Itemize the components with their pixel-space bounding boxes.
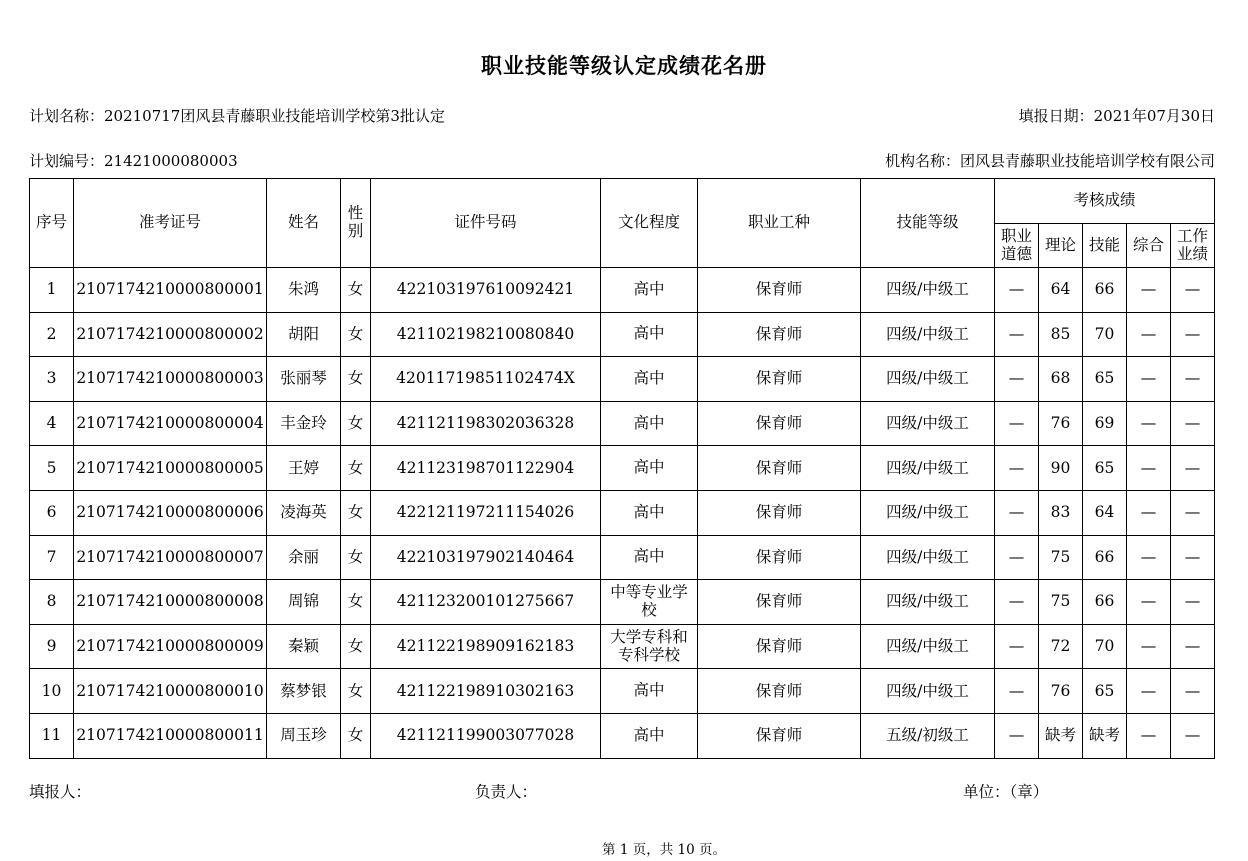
cell-exam-number: 2107174210000800007 <box>74 535 267 580</box>
cell-seq: 3 <box>30 357 74 402</box>
cell-ethics: — <box>995 490 1039 535</box>
cell-seq: 1 <box>30 268 74 313</box>
cell-gender: 女 <box>341 624 371 669</box>
cell-exam-number: 2107174210000800004 <box>74 401 267 446</box>
cell-id-number: 421121198302036328 <box>371 401 601 446</box>
cell-exam-number: 2107174210000800005 <box>74 446 267 491</box>
cell-gender: 女 <box>341 268 371 313</box>
cell-theory: 83 <box>1039 490 1083 535</box>
cell-name: 蔡梦银 <box>267 669 341 714</box>
cell-ethics: — <box>995 357 1039 402</box>
cell-skill-level: 四级/中级工 <box>861 669 995 714</box>
cell-name: 张丽琴 <box>267 357 341 402</box>
cell-occupation: 保育师 <box>698 713 861 758</box>
cell-performance: — <box>1171 312 1215 357</box>
cell-skill-level: 四级/中级工 <box>861 624 995 669</box>
cell-ethics: — <box>995 624 1039 669</box>
cell-ethics: — <box>995 268 1039 313</box>
cell-name: 余丽 <box>267 535 341 580</box>
cell-theory: 90 <box>1039 446 1083 491</box>
cell-occupation: 保育师 <box>698 312 861 357</box>
header-exam-number: 准考证号 <box>74 179 267 268</box>
cell-occupation: 保育师 <box>698 401 861 446</box>
cell-overall: — <box>1127 624 1171 669</box>
cell-skill-level: 四级/中级工 <box>861 580 995 625</box>
table-row <box>30 535 1215 580</box>
table-row <box>30 401 1215 446</box>
header-occupation: 职业工种 <box>698 179 861 268</box>
cell-gender: 女 <box>341 312 371 357</box>
header-scores: 考核成绩 <box>995 179 1215 224</box>
cell-occupation: 保育师 <box>698 624 861 669</box>
header-overall: 综合 <box>1127 224 1171 268</box>
header-skill: 技能 <box>1083 224 1127 268</box>
cell-gender: 女 <box>341 446 371 491</box>
cell-id-number: 421102198210080840 <box>371 312 601 357</box>
unit-seal-label: 单位：（章） <box>963 783 1049 801</box>
header-education: 文化程度 <box>601 179 698 268</box>
table-row <box>30 357 1215 402</box>
header-performance: 工作业绩 <box>1171 224 1215 268</box>
table-row <box>30 312 1215 357</box>
cell-gender: 女 <box>341 357 371 402</box>
table-row <box>30 490 1215 535</box>
cell-id-number: 421122198909162183 <box>371 624 601 669</box>
cell-skill-level: 四级/中级工 <box>861 268 995 313</box>
cell-overall: — <box>1127 401 1171 446</box>
cell-education: 中等专业学校 <box>601 580 698 625</box>
cell-name: 朱鸿 <box>267 268 341 313</box>
cell-exam-number: 2107174210000800008 <box>74 580 267 625</box>
cell-occupation: 保育师 <box>698 268 861 313</box>
cell-overall: — <box>1127 446 1171 491</box>
cell-theory: 68 <box>1039 357 1083 402</box>
plan-name: 计划名称：20210717团风县青藤职业技能培训学校第3批认定 <box>29 107 445 125</box>
cell-gender: 女 <box>341 535 371 580</box>
header-skill-level: 技能等级 <box>861 179 995 268</box>
page-indicator: 第 1 页，共 10 页。 <box>602 842 726 858</box>
cell-performance: — <box>1171 580 1215 625</box>
cell-id-number: 422103197610092421 <box>371 268 601 313</box>
cell-overall: — <box>1127 490 1171 535</box>
header-seq: 序号 <box>30 179 74 268</box>
cell-occupation: 保育师 <box>698 446 861 491</box>
plan-number: 计划编号：21421000080003 <box>29 152 238 170</box>
cell-skill: 66 <box>1083 268 1127 313</box>
cell-occupation: 保育师 <box>698 580 861 625</box>
cell-seq: 5 <box>30 446 74 491</box>
header-gender: 性别 <box>341 179 371 268</box>
cell-ethics: — <box>995 401 1039 446</box>
cell-overall: — <box>1127 535 1171 580</box>
cell-education: 高中 <box>601 312 698 357</box>
cell-skill-level: 四级/中级工 <box>861 401 995 446</box>
cell-skill: 66 <box>1083 535 1127 580</box>
cell-ethics: — <box>995 580 1039 625</box>
cell-performance: — <box>1171 357 1215 402</box>
cell-overall: — <box>1127 669 1171 714</box>
org-name: 机构名称：团风县青藤职业技能培训学校有限公司 <box>884 152 1215 170</box>
cell-gender: 女 <box>341 669 371 714</box>
page-title: 职业技能等级认定成绩花名册 <box>481 53 767 78</box>
table-body <box>30 268 1215 759</box>
cell-exam-number: 2107174210000800003 <box>74 357 267 402</box>
cell-performance: — <box>1171 669 1215 714</box>
cell-ethics: — <box>995 312 1039 357</box>
cell-seq: 11 <box>30 713 74 758</box>
cell-exam-number: 2107174210000800010 <box>74 669 267 714</box>
table-row <box>30 268 1215 313</box>
cell-occupation: 保育师 <box>698 669 861 714</box>
cell-theory: 75 <box>1039 535 1083 580</box>
cell-education: 高中 <box>601 357 698 402</box>
cell-id-number: 42011719851102474X <box>371 357 601 402</box>
cell-skill: 65 <box>1083 446 1127 491</box>
cell-education: 高中 <box>601 446 698 491</box>
cell-id-number: 421122198910302163 <box>371 669 601 714</box>
table-row <box>30 624 1215 669</box>
cell-performance: — <box>1171 401 1215 446</box>
cell-name: 王婷 <box>267 446 341 491</box>
cell-skill: 65 <box>1083 357 1127 402</box>
cell-skill: 66 <box>1083 580 1127 625</box>
cell-theory: 76 <box>1039 401 1083 446</box>
cell-seq: 8 <box>30 580 74 625</box>
cell-overall: — <box>1127 580 1171 625</box>
responsible-label: 负责人： <box>475 783 538 801</box>
cell-theory: 72 <box>1039 624 1083 669</box>
cell-ethics: — <box>995 446 1039 491</box>
cell-theory: 64 <box>1039 268 1083 313</box>
cell-education: 高中 <box>601 268 698 313</box>
cell-seq: 10 <box>30 669 74 714</box>
cell-skill-level: 五级/初级工 <box>861 713 995 758</box>
cell-name: 秦颖 <box>267 624 341 669</box>
cell-theory: 76 <box>1039 669 1083 714</box>
cell-gender: 女 <box>341 713 371 758</box>
cell-name: 凌海英 <box>267 490 341 535</box>
cell-gender: 女 <box>341 490 371 535</box>
cell-performance: — <box>1171 624 1215 669</box>
cell-skill: 70 <box>1083 624 1127 669</box>
cell-skill-level: 四级/中级工 <box>861 312 995 357</box>
cell-skill-level: 四级/中级工 <box>861 446 995 491</box>
cell-gender: 女 <box>341 401 371 446</box>
cell-performance: — <box>1171 713 1215 758</box>
cell-name: 丰金玲 <box>267 401 341 446</box>
header-ethics: 职业道德 <box>995 224 1039 268</box>
cell-exam-number: 2107174210000800001 <box>74 268 267 313</box>
cell-education: 高中 <box>601 713 698 758</box>
cell-theory: 缺考 <box>1039 713 1083 758</box>
cell-exam-number: 2107174210000800006 <box>74 490 267 535</box>
cell-skill-level: 四级/中级工 <box>861 357 995 402</box>
cell-seq: 9 <box>30 624 74 669</box>
cell-id-number: 421123200101275667 <box>371 580 601 625</box>
cell-ethics: — <box>995 535 1039 580</box>
cell-education: 高中 <box>601 669 698 714</box>
cell-overall: — <box>1127 312 1171 357</box>
header-name: 姓名 <box>267 179 341 268</box>
cell-seq: 6 <box>30 490 74 535</box>
cell-overall: — <box>1127 268 1171 313</box>
cell-performance: — <box>1171 490 1215 535</box>
cell-name: 周锦 <box>267 580 341 625</box>
cell-ethics: — <box>995 713 1039 758</box>
cell-skill-level: 四级/中级工 <box>861 490 995 535</box>
score-table <box>29 178 1215 759</box>
cell-seq: 4 <box>30 401 74 446</box>
cell-occupation: 保育师 <box>698 357 861 402</box>
cell-performance: — <box>1171 446 1215 491</box>
cell-skill: 65 <box>1083 669 1127 714</box>
cell-exam-number: 2107174210000800009 <box>74 624 267 669</box>
header-theory: 理论 <box>1039 224 1083 268</box>
cell-education: 大学专科和专科学校 <box>601 624 698 669</box>
cell-occupation: 保育师 <box>698 535 861 580</box>
cell-id-number: 422121197211154026 <box>371 490 601 535</box>
filler-label: 填报人： <box>29 783 92 801</box>
cell-id-number: 421121199003077028 <box>371 713 601 758</box>
cell-overall: — <box>1127 713 1171 758</box>
cell-exam-number: 2107174210000800011 <box>74 713 267 758</box>
cell-overall: — <box>1127 357 1171 402</box>
cell-skill: 70 <box>1083 312 1127 357</box>
cell-skill: 69 <box>1083 401 1127 446</box>
table-row <box>30 669 1215 714</box>
cell-exam-number: 2107174210000800002 <box>74 312 267 357</box>
cell-name: 周玉珍 <box>267 713 341 758</box>
cell-education: 高中 <box>601 535 698 580</box>
table-row <box>30 713 1215 758</box>
cell-skill-level: 四级/中级工 <box>861 535 995 580</box>
cell-skill: 64 <box>1083 490 1127 535</box>
cell-skill: 缺考 <box>1083 713 1127 758</box>
cell-performance: — <box>1171 535 1215 580</box>
cell-gender: 女 <box>341 580 371 625</box>
cell-education: 高中 <box>601 401 698 446</box>
cell-theory: 75 <box>1039 580 1083 625</box>
cell-name: 胡阳 <box>267 312 341 357</box>
table-row <box>30 580 1215 625</box>
cell-ethics: — <box>995 669 1039 714</box>
table-row <box>30 446 1215 491</box>
cell-seq: 7 <box>30 535 74 580</box>
cell-seq: 2 <box>30 312 74 357</box>
cell-performance: — <box>1171 268 1215 313</box>
header-id-number: 证件号码 <box>371 179 601 268</box>
cell-education: 高中 <box>601 490 698 535</box>
cell-theory: 85 <box>1039 312 1083 357</box>
cell-occupation: 保育师 <box>698 490 861 535</box>
fill-date: 填报日期：2021年07月30日 <box>1018 107 1215 125</box>
cell-id-number: 421123198701122904 <box>371 446 601 491</box>
cell-id-number: 422103197902140464 <box>371 535 601 580</box>
